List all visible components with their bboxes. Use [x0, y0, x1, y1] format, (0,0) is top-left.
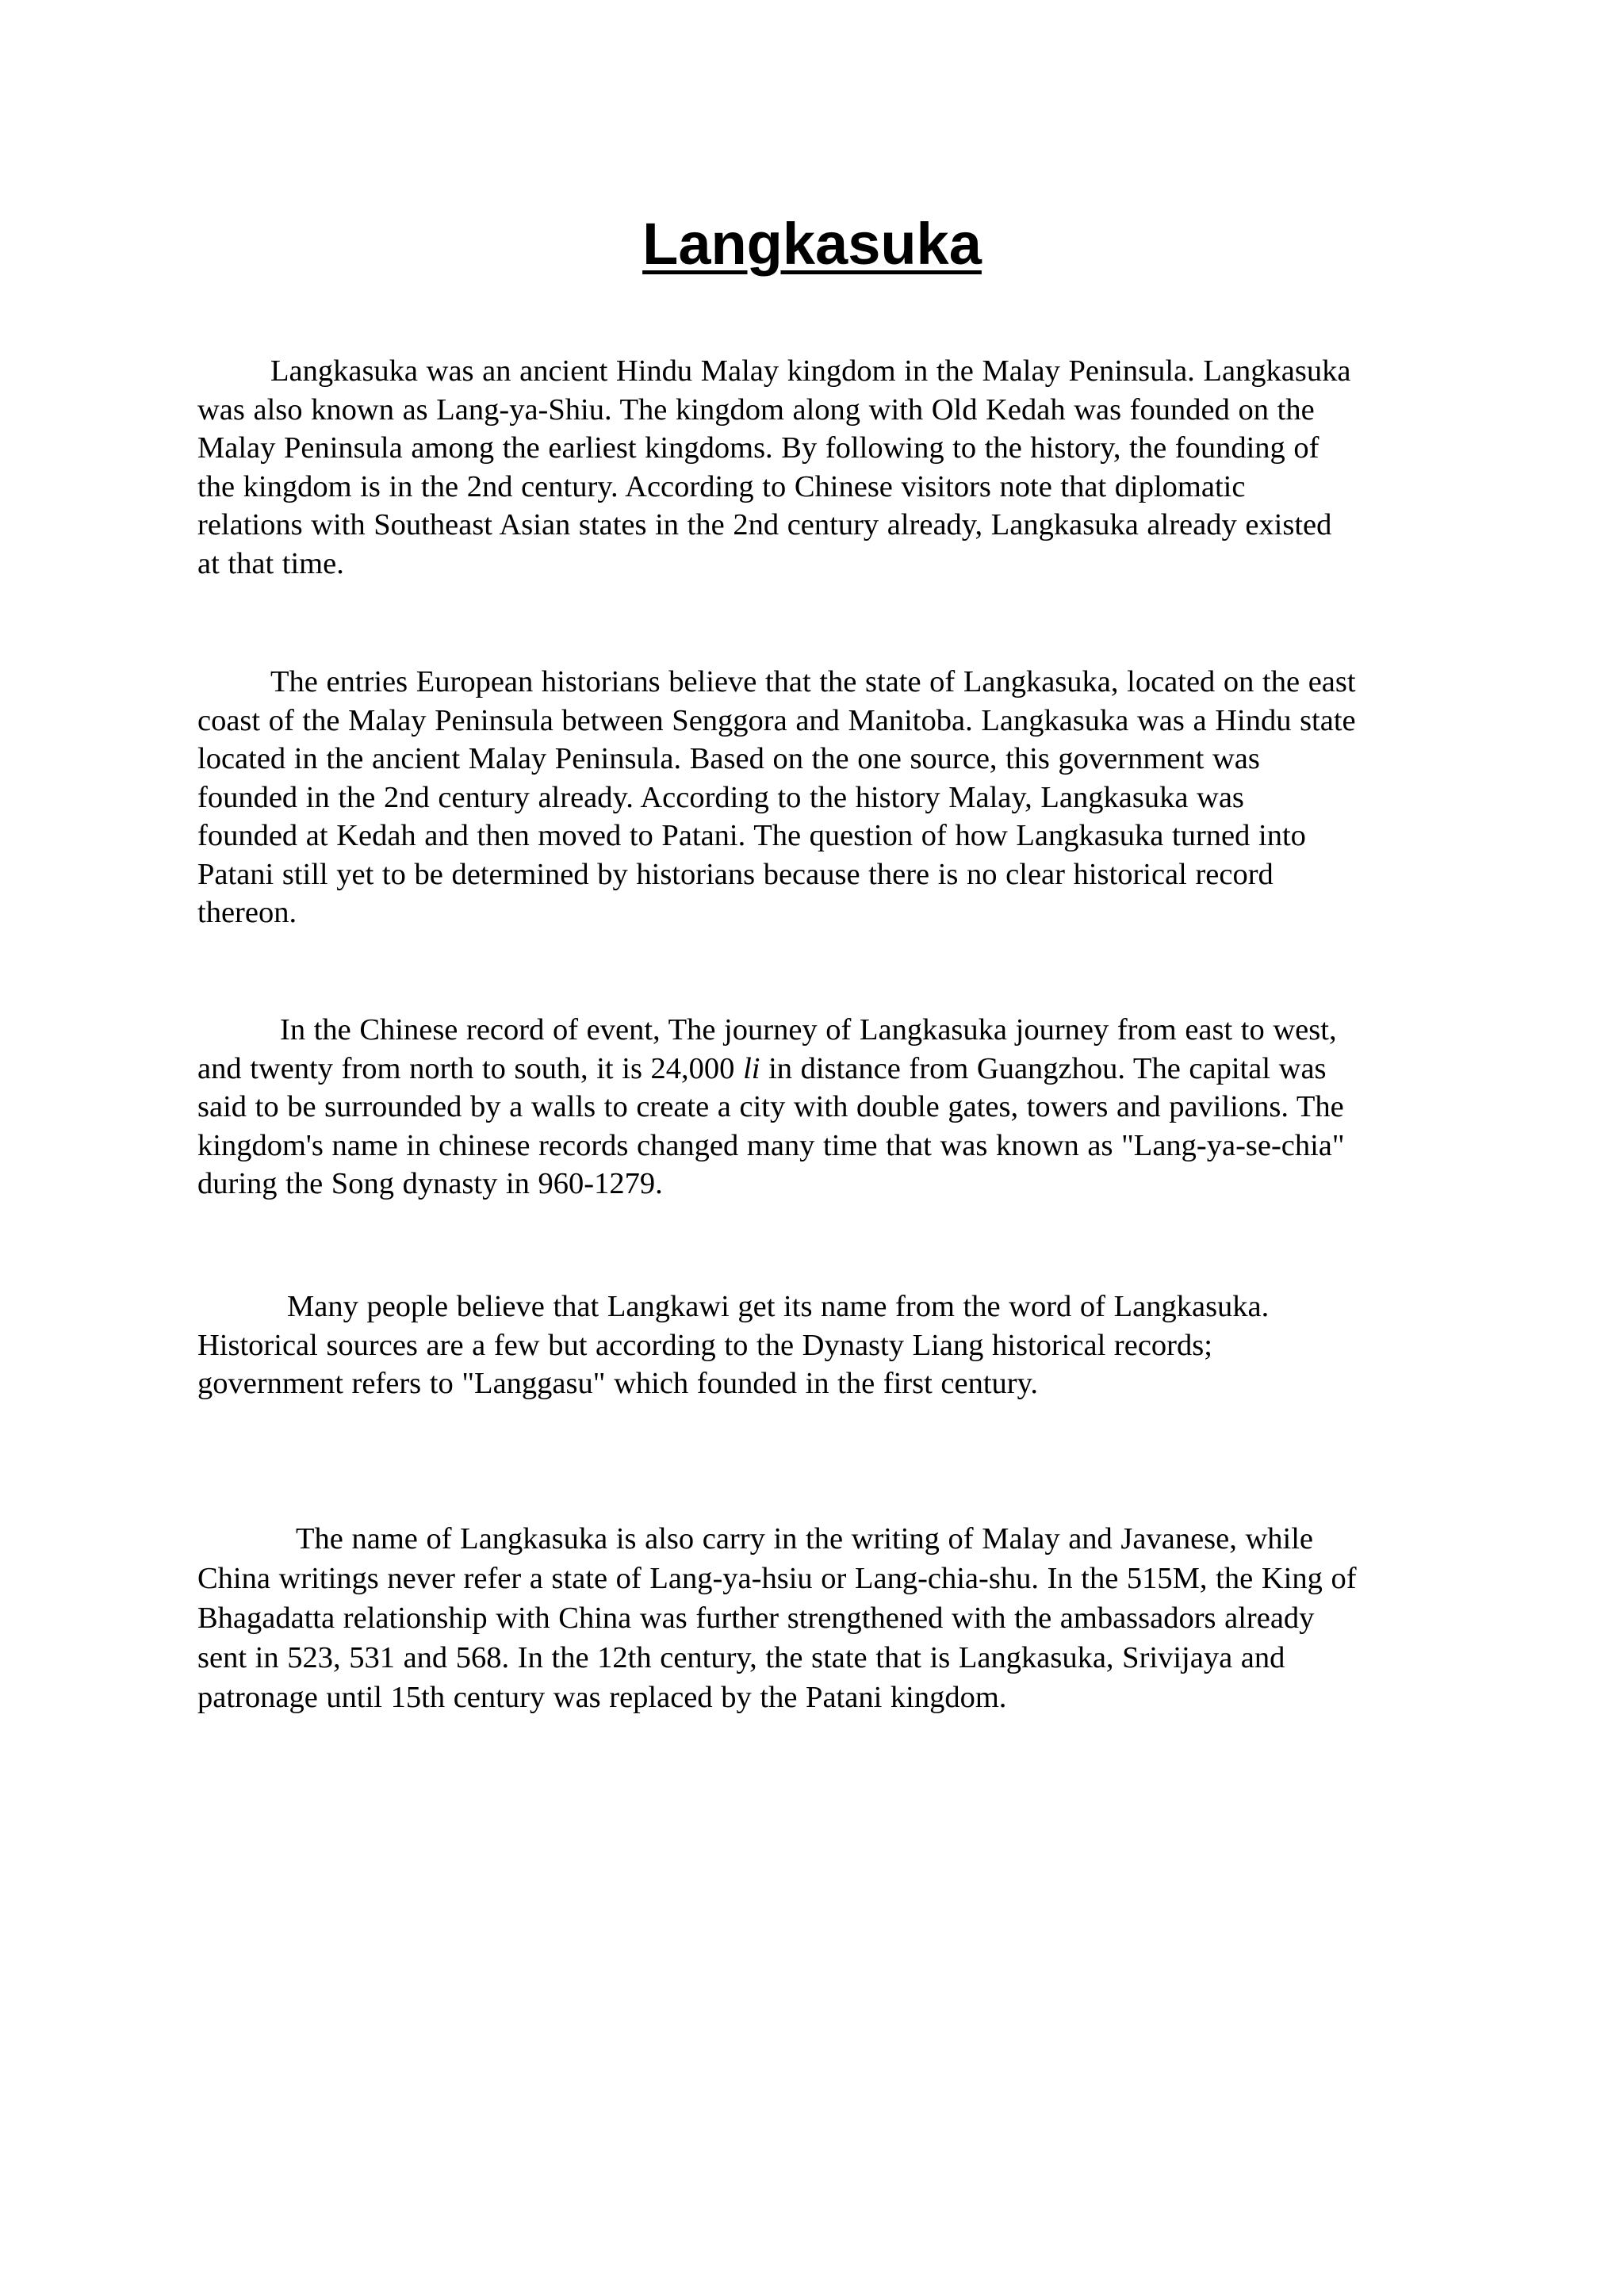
paragraph-4	[197, 1288, 1454, 1403]
paragraph-line: The name of Langkasuka is also carry in the writing of Malay and Javanese, while	[296, 1522, 1314, 1556]
paragraph-line: Many people believe that Langkawi get its name from the word of Langkasuka.	[287, 1290, 1270, 1323]
paragraph-line: was also known as Lang-ya-Shiu. The kingdom along with Old Kedah was founded on the	[197, 392, 1315, 427]
paragraph-line: China writings never refer a state of Lang-ya-hsiu or Lang-chia-shu. In the 515M, the King of	[197, 1562, 1357, 1595]
paragraph-line: Malay Peninsula among the earliest kingdoms. By following to the history, the founding of	[197, 431, 1320, 465]
paragraph-line: government refers to "Langgasu" which founded in the first century.	[197, 1367, 1039, 1400]
paragraph-line: the kingdom is in the 2nd century. According to Chinese visitors note that diplomatic	[197, 469, 1246, 503]
paragraph-line: Historical sources are a few but according to the Dynasty Liang historical records;	[197, 1328, 1212, 1362]
paragraph-line: relations with Southeast Asian states in the 2nd century already, Langkasuka already existed	[197, 508, 1332, 541]
paragraph-line: sent in 523, 531 and 568. In the 12th century, the state that is Langkasuka, Srivijaya and	[197, 1641, 1285, 1674]
paragraph-line: founded at Kedah and then moved to Patani. The question of how Langkasuka turned into	[197, 819, 1306, 852]
paragraph-1	[197, 352, 1454, 583]
paragraph-line: Langkasuka was an ancient Hindu Malay kingdom in the Malay Peninsula. Langkasuka	[270, 354, 1351, 388]
paragraph-line: The entries European historians believe that the state of Langkasuka, located on the east	[270, 665, 1356, 698]
line-text: in distance from Guangzhou. The capital was	[760, 1051, 1327, 1085]
paragraph-2	[197, 663, 1454, 932]
paragraph-line	[197, 1050, 1454, 1089]
paragraph-line: at that time.	[197, 546, 344, 580]
paragraph-line: thereon.	[197, 896, 297, 929]
paragraph-line: founded in the 2nd century already. According to the history Malay, Langkasuka was	[197, 780, 1244, 814]
italic-unit: li	[743, 1051, 760, 1085]
paragraph-line: coast of the Malay Peninsula between Senggora and Manitoba. Langkasuka was a Hindu state	[197, 703, 1356, 737]
paragraph-line: kingdom's name in chinese records changed many time that was known as "Lang-ya-se-chia"	[197, 1128, 1345, 1162]
paragraph-line: patronage until 15th century was replaced by the Patani kingdom.	[197, 1681, 1007, 1714]
page-title: Langkasuka	[642, 211, 982, 277]
paragraph-line: Bhagadatta relationship with China was further strengthened with the ambassadors already	[197, 1601, 1315, 1635]
paragraph-line: In the Chinese record of event, The journey of Langkasuka journey from east to west,	[280, 1013, 1337, 1047]
paragraph-line: during the Song dynasty in 960-1279.	[197, 1167, 663, 1200]
paragraph-3	[197, 1011, 1454, 1203]
paragraph-line: said to be surrounded by a walls to create a city with double gates, towers and pavilions. The	[197, 1090, 1344, 1123]
line-text: and twenty from north to south, it is 24,000	[197, 1051, 744, 1085]
paragraph-line: located in the ancient Malay Peninsula. Based on the one source, this government was	[197, 742, 1260, 775]
paragraph-line: Patani still yet to be determined by historians because there is no clear historical record	[197, 857, 1274, 891]
paragraph-5	[197, 1519, 1454, 1717]
